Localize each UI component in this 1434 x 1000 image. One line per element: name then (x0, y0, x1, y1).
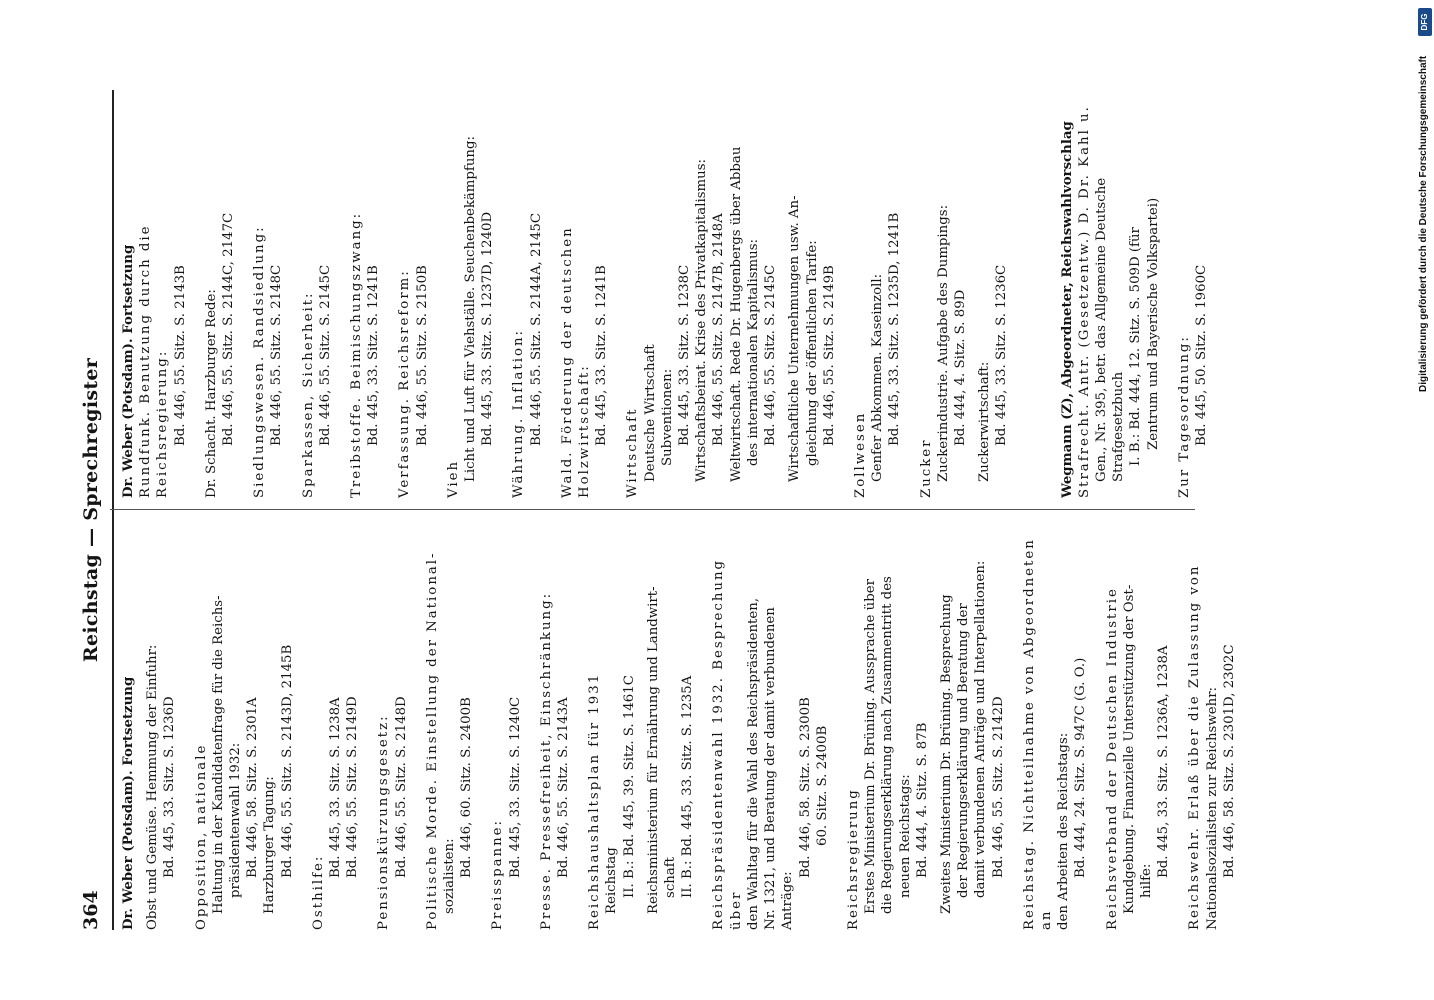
entry-ref: Bd. 446, 58. Sitz. S. 2301A (245, 697, 261, 878)
entry-line: Wirtschaftsbeirat. Krise des Privatkapitalismus: (694, 158, 710, 482)
entry-ref: Bd. 445, 33. Sitz. S. 1241B (366, 265, 382, 446)
entry-heading: Dr. Weber (Potsdam). Fortsetzung (121, 244, 136, 498)
entry-line: Zuckerwirtschaft: (977, 361, 993, 482)
entry-line: hilfe: (1138, 863, 1154, 898)
entry-line: Dr. Schacht. Harzburger Rede: (203, 289, 219, 498)
entry-ref: Bd. 446, 55. Sitz. S. 2149D (345, 696, 361, 878)
entry-ref: Bd. 446, 55. Sitz. S. 2145C (763, 264, 779, 446)
entry-line: Zollwesen (852, 411, 868, 498)
entry-ref: Bd. 445, 33. Sitz. S. 1238A (328, 697, 344, 878)
entry-ref: Bd. 445, 33. Sitz. S. 1241B (594, 265, 610, 446)
digitization-note: Digitalisierung gefördert durch die Deutsche Forschungsgemeinschaft (1418, 55, 1429, 392)
entry-line: Zuckerindustrie. Aufgabe des Dumpings: (935, 204, 951, 482)
entry-line: des internationalen Kapitalismus: (745, 238, 761, 466)
entry-ref: Bd. 444, 24. Sitz. S. 947C (G. O.) (1073, 657, 1089, 878)
entry-line: Reichspräsidentenwahl 1932. Besprechung über (711, 558, 744, 930)
entry-ref: Bd. 446, 55. Sitz. S. 2144C, 2147C (221, 212, 237, 446)
entry-line: Wirtschaftliche Unternehmungen usw. An- (787, 195, 803, 482)
entry-line: Wirtschaft (625, 407, 641, 498)
entry-line: Treibstoffe. Beimischungszwang: (349, 211, 365, 498)
entry-line: Obst und Gemüse. Hemmung der Einfuhr: (145, 644, 161, 930)
entry-line: Zucker (918, 438, 934, 498)
entry-line: Strafgesetzbuch (1111, 371, 1127, 482)
entry-ref: Bd. 446, 58. Sitz. S. 2301D, 2302C (1221, 644, 1237, 878)
entry-line: Anträge: (780, 871, 796, 930)
running-title: Reichstag — Sprechregister (80, 357, 102, 663)
entry-line: Harzburger Tagung: (262, 776, 278, 914)
entry-line: Zweites Ministerium Dr. Brüning. Besprechung (938, 594, 954, 914)
entry-ref: II. B.: Bd. 445, 39. Sitz. S. 1461C (621, 675, 637, 898)
entry-ref: Bd. 446, 55. Sitz. S. 2143A (556, 697, 572, 878)
entry-line: Gen., Nr. 395, betr. das Allgemeine Deutsche (1093, 177, 1109, 482)
entry-line: Presse. Pressefreiheit, Einschränkung: (538, 591, 554, 930)
entry-ref: Bd. 446, 55. Sitz. S. 2150B (414, 265, 430, 446)
entry-line: Reichsverband der Deutschen Industrie (1104, 587, 1120, 930)
entry-line: den Wahltag für die Wahl des Reichspräsidenten, (745, 597, 761, 930)
left-column (120, 535, 1238, 930)
entry-line: Siedlungswesen. Randsiedlung: (252, 225, 268, 498)
entry-line: Kundgebung. Finanzielle Unterstützung der Ost- (1121, 584, 1137, 914)
entry-line: den Arbeiten des Reichstags: (1056, 732, 1072, 930)
entry-line: damit verbundenen Anträge und Interpellationen: (973, 560, 989, 898)
entry-line: Strafrecht. Antr. (Gesetzentw.) D. Dr. Kahl u. (1076, 105, 1092, 498)
entry-line: neuen Reichstags: (897, 774, 913, 898)
entry-heading: Dr. Weber (Potsdam). Fortsetzung (121, 676, 136, 930)
entry-ref: Bd. 445, 33. Sitz. S. 1240C (507, 696, 523, 878)
entry-ref: Bd. 446, 55. Sitz. S. 2148C (269, 264, 285, 446)
entry-line: Erstes Ministerium Dr. Brüning. Aussprache über (863, 579, 879, 914)
entry-ref: Bd. 445, 50. Sitz. S. 1960C (1193, 264, 1209, 446)
entry-line: Preisspanne: (490, 819, 506, 930)
entry-line: der Regierungserklärung und Beratung der (956, 603, 972, 898)
entry-line: Reichstag. Nichtteilnahme von Abgeordneten an (1021, 538, 1054, 930)
entry-line: Politische Morde. Einstellung der National- (424, 551, 440, 930)
entry-line: Wald. Förderung der deutschen Holzwirtschaft: (559, 226, 593, 498)
entry-line: Reichstag (604, 847, 620, 914)
entry-line: Subventionen: (659, 368, 675, 466)
entry-ref: Bd. 446, 58. Sitz. S. 2300B (797, 697, 813, 878)
entry-line: Haltung in der Kandidatenfrage für die Reichs- (210, 595, 226, 914)
entry-line: gleichung der öffentlichen Tarife: (804, 240, 820, 466)
entry-ref: Bd. 445, 33. Sitz. S. 1237D, 1240D (480, 211, 496, 446)
entry-ref: Bd. 445, 33. Sitz. S. 1236D (162, 696, 178, 878)
entry-line: Reichswehr. Erlaß über die Zulassung von (1187, 564, 1203, 930)
entry-line: Währung. Inflation: (511, 328, 527, 498)
entry-ref: Bd. 444, 4. Sitz. S. 87B (914, 722, 930, 878)
entry-ref: Bd. 446, 55. Sitz. S. 2142D (990, 696, 1006, 878)
entry-line: Rundfunk. Benutzung durch die Reichsregierung: (138, 224, 171, 498)
entry-ref: Bd. 445, 33. Sitz. S. 1236A, 1238A (1156, 645, 1172, 878)
entry-line: Nr. 1321, und Beratung der damit verbundenen (763, 607, 779, 930)
entry-ref: Bd. 446, 55. Sitz. S. 2143B (172, 265, 188, 446)
entry-ref: Bd. 446, 60. Sitz. S. 2400B (459, 697, 475, 878)
header-rule (112, 90, 114, 930)
entry-line: Genfer Abkommen. Kaseinzoll: (870, 273, 886, 482)
column-divider (110, 509, 1195, 510)
entry-line: sozialisten: (442, 838, 458, 914)
entry-line: Weltwirtschaft. Rede Dr. Hugenbergs über Abbau (728, 146, 744, 482)
entry-line: Sparkassen, Sicherheit: (300, 291, 316, 498)
entry-ref: Bd. 445, 33. Sitz. S. 1238C (677, 264, 693, 446)
entry-ref: Bd. 446, 55. Sitz. S. 2149B (821, 265, 837, 446)
entry-ref: I. B.: Bd. 444, 12. Sitz. S. 509D (für (1128, 227, 1144, 466)
entry-line: Licht und Luft für Viehställe. Seuchenbekämpfung: (463, 136, 479, 482)
dfg-logo-text: DFG (1420, 13, 1429, 31)
entry-line: Nationalsozialisten zur Reichswehr: (1204, 686, 1220, 930)
page-header (80, 90, 110, 930)
entry-ref: Bd. 446, 55. Sitz. S. 2147B, 2148A (711, 213, 727, 446)
rotated-page (80, 90, 1237, 930)
entry-line: schaft (663, 856, 679, 898)
entry-line: Reichshaushaltsplan für 1931 (587, 672, 603, 930)
entry-line: Vieh (445, 459, 461, 498)
entry-ref: II. B.: Bd. 445, 33. Sitz. S. 1235A (680, 675, 696, 898)
entry-line: Deutsche Wirtschaft (642, 344, 658, 482)
entry-line: Reichsregierung (845, 788, 861, 930)
entry-ref: Bd. 444, 4. Sitz. S. 89D (952, 289, 968, 446)
page-number: 364 (80, 890, 102, 930)
entry-line: Verfassung. Reichsreform: (397, 269, 413, 498)
entry-line: die Regierungserklärung nach Zusammentritt des (880, 576, 896, 914)
entry-line: Reichsministerium für Ernährung und Landwirt- (645, 586, 661, 914)
entry-line: Zur Tagesordnung: (1176, 335, 1192, 498)
entry-line: Opposition, nationale (193, 743, 209, 930)
entry-ref: Bd. 445, 33. Sitz. S. 1236C (994, 264, 1010, 446)
entry-heading: Wegmann (Z), Abgeordneter, Reichswahlvorschlag (1059, 121, 1075, 498)
entry-ref: Bd. 446, 55. Sitz. S. 2144A, 2145C (528, 212, 544, 446)
entry-ref: 60. Sitz. S. 2400B (814, 725, 830, 846)
entry-line: Pensionskürzungsgesetz: (376, 714, 392, 930)
right-column (120, 103, 1210, 498)
entry-line: präsidentenwahl 1932: (228, 742, 244, 898)
entry-ref: Bd. 446, 55. Sitz. S. 2145C (317, 264, 333, 446)
entry-line: Osthilfe: (310, 854, 326, 930)
entry-ref: Bd. 446, 55. Sitz. S. 2143D, 2145B (279, 644, 295, 878)
entry-ref: Bd. 445, 33. Sitz. S. 1235D, 1241B (887, 212, 903, 446)
entry-ref: Zentrum und Bayerische Volkspartei) (1145, 197, 1161, 450)
entry-ref: Bd. 446, 55. Sitz. S. 2148D (393, 696, 409, 878)
